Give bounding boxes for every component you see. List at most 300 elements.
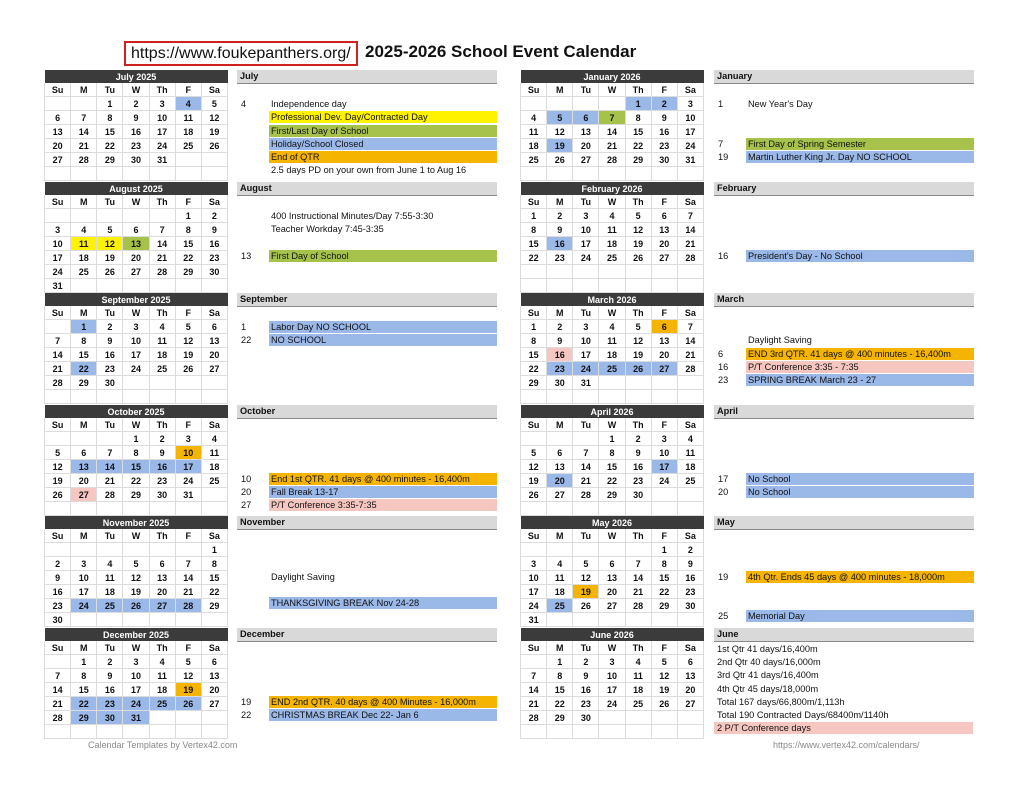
day-cell: 26 — [651, 697, 677, 711]
empty-cell — [521, 432, 547, 446]
event-date: 16 — [718, 361, 729, 372]
empty-cell — [599, 711, 625, 725]
day-cell: 21 — [677, 348, 703, 362]
event-text: Professional Dev. Day/Contracted Day — [269, 111, 497, 123]
day-cell: 4 — [521, 111, 547, 125]
empty-cell — [45, 432, 71, 446]
event-list — [237, 628, 497, 736]
day-cell: 7 — [45, 334, 71, 348]
day-cell: 22 — [97, 139, 123, 153]
day-cell: 28 — [625, 599, 651, 613]
day-cell: 14 — [97, 460, 123, 474]
day-cell: 31 — [45, 279, 71, 293]
day-cell: 5 — [97, 223, 123, 237]
empty-cell — [677, 390, 703, 404]
day-cell: 20 — [651, 348, 677, 362]
empty-cell — [599, 725, 625, 739]
day-cell: 10 — [573, 334, 599, 348]
day-cell: 5 — [175, 655, 201, 669]
weekday-label: Su — [521, 529, 547, 543]
footer-url[interactable]: https://www.vertex42.com/calendars/ — [773, 740, 920, 750]
weekday-label: Th — [625, 641, 651, 655]
day-cell: 19 — [625, 348, 651, 362]
day-cell: 27 — [573, 153, 599, 167]
weekday-label: W — [599, 83, 625, 97]
day-cell: 4 — [149, 320, 175, 334]
event-date: 20 — [241, 487, 252, 497]
event-text: P/T Conference 3:35-7:35 — [269, 499, 497, 511]
day-cell: 13 — [123, 237, 149, 251]
day-cell: 3 — [573, 320, 599, 334]
day-cell: 21 — [97, 474, 123, 488]
day-cell: 26 — [123, 599, 149, 613]
empty-cell — [651, 613, 677, 627]
website-url[interactable]: https://www.foukepanthers.org/ — [124, 41, 358, 66]
day-cell: 21 — [599, 139, 625, 153]
empty-cell — [651, 167, 677, 181]
day-cell: 12 — [175, 334, 201, 348]
event-row — [714, 683, 974, 695]
empty-cell — [149, 167, 175, 181]
event-date: 10 — [241, 473, 252, 484]
day-cell: 27 — [71, 488, 97, 502]
empty-cell — [521, 502, 547, 516]
day-cell: 20 — [651, 237, 677, 251]
day-cell: 13 — [651, 223, 677, 237]
empty-cell — [625, 711, 651, 725]
day-cell: 15 — [201, 571, 227, 585]
month-title: September 2025 — [45, 293, 228, 306]
empty-cell — [175, 613, 201, 627]
day-cell: 21 — [71, 139, 97, 153]
event-row — [237, 210, 497, 222]
weekday-label: Sa — [677, 195, 703, 209]
weekday-label: Tu — [97, 306, 123, 320]
weekday-label: F — [175, 529, 201, 543]
empty-cell — [175, 725, 201, 739]
month-calendar — [520, 516, 704, 627]
empty-cell — [625, 279, 651, 293]
event-row — [714, 374, 974, 386]
event-date: 13 — [241, 250, 252, 261]
day-cell: 9 — [123, 111, 149, 125]
month-calendar — [520, 405, 704, 516]
day-cell: 3 — [599, 655, 625, 669]
empty-cell — [45, 167, 71, 181]
day-cell: 31 — [175, 488, 201, 502]
event-month-header: July — [237, 70, 497, 84]
day-cell: 12 — [175, 669, 201, 683]
weekday-label: Su — [521, 83, 547, 97]
event-row — [714, 571, 974, 583]
weekday-label: Sa — [677, 418, 703, 432]
empty-cell — [71, 725, 97, 739]
day-cell: 13 — [573, 125, 599, 139]
weekday-label: Sa — [677, 641, 703, 655]
footer-credit: Calendar Templates by Vertex42.com — [88, 740, 238, 750]
day-cell: 13 — [599, 571, 625, 585]
weekday-label: Tu — [97, 195, 123, 209]
weekday-label: F — [651, 195, 677, 209]
day-cell: 25 — [521, 153, 547, 167]
event-text: Memorial Day — [746, 610, 974, 622]
day-cell: 23 — [123, 139, 149, 153]
day-cell: 29 — [201, 599, 227, 613]
day-cell: 6 — [651, 209, 677, 223]
day-cell: 16 — [651, 125, 677, 139]
day-cell: 28 — [97, 488, 123, 502]
weekday-label: W — [599, 641, 625, 655]
event-date: 6 — [718, 348, 724, 359]
day-cell: 10 — [123, 669, 149, 683]
day-cell: 22 — [71, 362, 97, 376]
weekday-label: W — [599, 418, 625, 432]
weekday-label: W — [599, 306, 625, 320]
event-text: END 2nd QTR. 40 days @ 400 Minutes - 16,000m — [269, 696, 497, 708]
event-month-header: August — [237, 182, 497, 196]
empty-cell — [547, 167, 573, 181]
day-cell: 20 — [149, 585, 175, 599]
empty-cell — [175, 279, 201, 293]
day-cell: 14 — [175, 571, 201, 585]
event-list — [237, 70, 497, 178]
weekday-label: Th — [149, 529, 175, 543]
day-cell: 7 — [521, 669, 547, 683]
empty-cell — [573, 167, 599, 181]
day-cell: 24 — [123, 697, 149, 711]
empty-cell — [97, 390, 123, 404]
event-row — [237, 597, 497, 609]
day-cell: 26 — [573, 599, 599, 613]
month-calendar — [44, 516, 228, 627]
day-cell: 9 — [45, 571, 71, 585]
day-cell: 17 — [651, 460, 677, 474]
empty-cell — [625, 502, 651, 516]
day-cell: 19 — [175, 348, 201, 362]
day-cell: 25 — [97, 599, 123, 613]
event-text: Labor Day NO SCHOOL — [269, 321, 497, 333]
day-cell: 24 — [521, 599, 547, 613]
day-cell: 3 — [149, 97, 175, 111]
day-cell: 2 — [677, 543, 703, 557]
event-row — [714, 98, 974, 110]
empty-cell — [201, 502, 227, 516]
event-month-header: November — [237, 516, 497, 530]
day-cell: 28 — [599, 153, 625, 167]
day-cell: 30 — [651, 153, 677, 167]
day-cell: 5 — [175, 320, 201, 334]
day-cell: 28 — [71, 153, 97, 167]
event-text: 2.5 days PD on your own from June 1 to Aug 16 — [271, 165, 467, 176]
empty-cell — [677, 502, 703, 516]
day-cell: 10 — [599, 669, 625, 683]
day-cell: 27 — [677, 697, 703, 711]
day-cell: 29 — [651, 599, 677, 613]
month-calendar — [520, 182, 704, 293]
day-cell: 1 — [201, 543, 227, 557]
day-cell: 29 — [97, 153, 123, 167]
day-cell: 7 — [677, 320, 703, 334]
day-cell: 16 — [677, 571, 703, 585]
event-date: 22 — [241, 710, 252, 720]
empty-cell — [97, 502, 123, 516]
day-cell: 5 — [547, 111, 573, 125]
day-cell: 10 — [521, 571, 547, 585]
empty-cell — [521, 97, 547, 111]
day-cell: 12 — [651, 669, 677, 683]
day-cell: 2 — [123, 97, 149, 111]
day-cell: 14 — [573, 460, 599, 474]
event-row — [237, 709, 497, 721]
day-cell: 11 — [625, 669, 651, 683]
empty-cell — [573, 279, 599, 293]
day-cell: 30 — [97, 376, 123, 390]
event-date: 1 — [718, 99, 724, 110]
empty-cell — [521, 167, 547, 181]
day-cell: 30 — [547, 376, 573, 390]
day-cell: 24 — [71, 599, 97, 613]
empty-cell — [149, 376, 175, 390]
day-cell: 13 — [651, 334, 677, 348]
day-cell: 7 — [677, 209, 703, 223]
empty-cell — [651, 390, 677, 404]
day-cell: 2 — [97, 655, 123, 669]
empty-cell — [149, 711, 175, 725]
event-text: Total 190 Contracted Days/68400m/1140h — [717, 710, 889, 720]
day-cell: 14 — [521, 683, 547, 697]
day-cell: 20 — [71, 474, 97, 488]
day-cell: 10 — [677, 111, 703, 125]
day-cell: 29 — [521, 376, 547, 390]
day-cell: 17 — [71, 585, 97, 599]
event-date: 17 — [718, 473, 729, 484]
weekday-label: Sa — [677, 529, 703, 543]
weekday-label: F — [175, 306, 201, 320]
event-row — [237, 486, 497, 498]
day-cell: 27 — [149, 599, 175, 613]
day-cell: 27 — [123, 265, 149, 279]
day-cell: 31 — [123, 711, 149, 725]
day-cell: 6 — [651, 320, 677, 334]
empty-cell — [625, 613, 651, 627]
day-cell: 19 — [651, 683, 677, 697]
empty-cell — [547, 279, 573, 293]
empty-cell — [625, 390, 651, 404]
empty-cell — [599, 279, 625, 293]
day-cell: 3 — [71, 557, 97, 571]
day-cell: 8 — [71, 334, 97, 348]
event-row — [714, 722, 974, 734]
event-date: 25 — [718, 611, 729, 622]
day-cell: 25 — [149, 697, 175, 711]
day-cell: 23 — [677, 585, 703, 599]
day-cell: 23 — [97, 697, 123, 711]
empty-cell — [45, 390, 71, 404]
month-calendar — [520, 70, 704, 181]
day-cell: 8 — [521, 334, 547, 348]
event-month-header: February — [714, 182, 974, 196]
empty-cell — [45, 209, 71, 223]
weekday-label: F — [175, 418, 201, 432]
day-cell: 28 — [677, 251, 703, 265]
day-cell: 21 — [521, 697, 547, 711]
day-cell: 14 — [45, 683, 71, 697]
day-cell: 31 — [573, 376, 599, 390]
day-cell: 14 — [625, 571, 651, 585]
weekday-label: W — [599, 529, 625, 543]
day-cell: 15 — [599, 460, 625, 474]
event-row — [237, 223, 497, 235]
event-row — [714, 348, 974, 360]
day-cell: 7 — [599, 111, 625, 125]
empty-cell — [71, 390, 97, 404]
empty-cell — [547, 502, 573, 516]
event-row — [714, 334, 974, 346]
empty-cell — [201, 613, 227, 627]
day-cell: 12 — [97, 237, 123, 251]
weekday-label: Tu — [573, 306, 599, 320]
empty-cell — [97, 725, 123, 739]
day-cell: 27 — [651, 251, 677, 265]
empty-cell — [149, 502, 175, 516]
day-cell: 15 — [521, 348, 547, 362]
day-cell: 13 — [45, 125, 71, 139]
day-cell: 29 — [175, 265, 201, 279]
day-cell: 15 — [625, 125, 651, 139]
day-cell: 23 — [45, 599, 71, 613]
day-cell: 1 — [625, 97, 651, 111]
weekday-label: Th — [625, 83, 651, 97]
weekday-label: W — [123, 529, 149, 543]
day-cell: 6 — [677, 655, 703, 669]
day-cell: 26 — [625, 362, 651, 376]
empty-cell — [201, 711, 227, 725]
empty-cell — [123, 209, 149, 223]
empty-cell — [175, 376, 201, 390]
day-cell: 7 — [97, 446, 123, 460]
day-cell: 21 — [625, 585, 651, 599]
weekday-label: Su — [45, 641, 71, 655]
day-cell: 1 — [521, 320, 547, 334]
empty-cell — [677, 488, 703, 502]
day-cell: 15 — [123, 460, 149, 474]
day-cell: 10 — [651, 446, 677, 460]
day-cell: 17 — [677, 125, 703, 139]
month-title: July 2025 — [45, 70, 228, 83]
weekday-label: F — [651, 418, 677, 432]
event-row — [237, 164, 497, 176]
day-cell: 9 — [201, 223, 227, 237]
day-cell: 1 — [521, 209, 547, 223]
day-cell: 7 — [573, 446, 599, 460]
empty-cell — [573, 97, 599, 111]
day-cell: 4 — [71, 223, 97, 237]
event-date: 7 — [718, 138, 724, 149]
day-cell: 12 — [201, 111, 227, 125]
weekday-label: Tu — [97, 83, 123, 97]
day-cell: 2 — [625, 432, 651, 446]
day-cell: 8 — [625, 111, 651, 125]
month-calendar — [44, 70, 228, 181]
event-month-header: October — [237, 405, 497, 419]
weekday-label: M — [71, 83, 97, 97]
event-row — [714, 696, 974, 708]
day-cell: 18 — [201, 460, 227, 474]
day-cell: 7 — [149, 223, 175, 237]
day-cell: 25 — [201, 474, 227, 488]
day-cell: 23 — [201, 251, 227, 265]
day-cell: 26 — [625, 251, 651, 265]
event-list — [237, 293, 497, 401]
empty-cell — [175, 502, 201, 516]
day-cell: 23 — [547, 251, 573, 265]
empty-cell — [521, 265, 547, 279]
day-cell: 14 — [599, 125, 625, 139]
weekday-label: Su — [45, 83, 71, 97]
empty-cell — [599, 613, 625, 627]
event-list — [714, 182, 974, 290]
day-cell: 2 — [149, 432, 175, 446]
weekday-label: M — [71, 529, 97, 543]
empty-cell — [175, 167, 201, 181]
day-cell: 27 — [599, 599, 625, 613]
day-cell: 27 — [547, 488, 573, 502]
day-cell: 11 — [175, 111, 201, 125]
empty-cell — [97, 613, 123, 627]
day-cell: 4 — [149, 655, 175, 669]
day-cell: 2 — [573, 655, 599, 669]
day-cell: 30 — [123, 153, 149, 167]
month-title: June 2026 — [521, 628, 704, 641]
day-cell: 24 — [677, 139, 703, 153]
day-cell: 29 — [599, 488, 625, 502]
event-text: 3rd Qtr 41 days/16,400m — [717, 670, 819, 681]
empty-cell — [521, 279, 547, 293]
day-cell: 15 — [521, 237, 547, 251]
day-cell: 20 — [573, 139, 599, 153]
day-cell: 16 — [547, 348, 573, 362]
event-row — [237, 111, 497, 123]
month-title: March 2026 — [521, 293, 704, 306]
day-cell: 5 — [625, 320, 651, 334]
event-row — [237, 250, 497, 262]
event-date: 1 — [241, 322, 247, 333]
day-cell: 16 — [123, 125, 149, 139]
day-cell: 13 — [201, 669, 227, 683]
event-date: 4 — [241, 99, 247, 110]
month-title: May 2026 — [521, 516, 704, 529]
empty-cell — [677, 279, 703, 293]
event-text: No School — [746, 473, 974, 485]
event-date: 19 — [718, 152, 729, 162]
weekday-label: Tu — [573, 195, 599, 209]
day-cell: 25 — [149, 362, 175, 376]
day-cell: 23 — [149, 474, 175, 488]
weekday-label: F — [175, 641, 201, 655]
event-row — [237, 334, 497, 346]
event-row — [714, 473, 974, 485]
event-date: 20 — [718, 487, 729, 497]
empty-cell — [573, 265, 599, 279]
empty-cell — [677, 167, 703, 181]
day-cell: 5 — [45, 446, 71, 460]
empty-cell — [123, 376, 149, 390]
empty-cell — [45, 97, 71, 111]
weekday-label: Tu — [573, 641, 599, 655]
event-text: 4th Qtr. Ends 45 days @ 400 minutes - 18,000m — [746, 571, 974, 583]
day-cell: 11 — [71, 237, 97, 251]
day-cell: 18 — [521, 139, 547, 153]
